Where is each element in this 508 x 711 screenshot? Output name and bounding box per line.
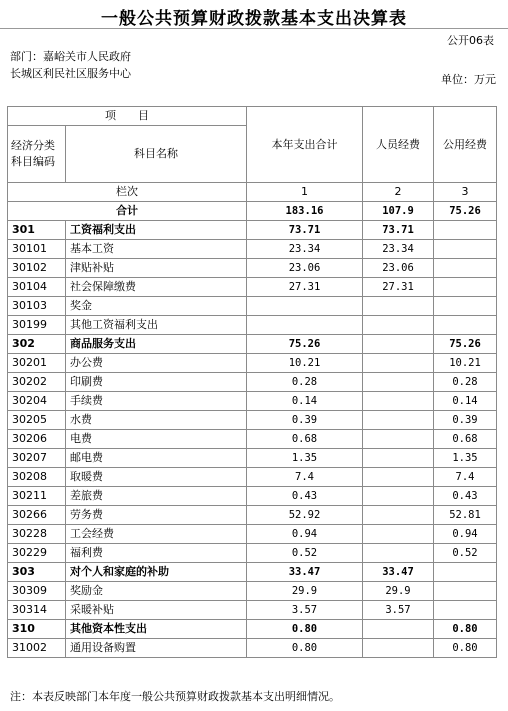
personnel-cell: 27.31 — [363, 278, 434, 297]
total-cell: 73.71 — [247, 221, 363, 240]
public-cell: 0.52 — [434, 544, 497, 563]
total-cell — [247, 316, 363, 335]
table-row — [8, 278, 497, 297]
public-cell: 0.94 — [434, 525, 497, 544]
personnel-cell — [363, 506, 434, 525]
econ-code-cell: 310 — [8, 620, 66, 639]
econ-code-cell: 30211 — [8, 487, 66, 506]
subject-name-cell: 奖金 — [66, 297, 247, 316]
personnel-cell — [363, 354, 434, 373]
subject-name-cell: 奖励金 — [66, 582, 247, 601]
subject-name-cell: 通用设备购置 — [66, 639, 247, 658]
subject-name-cell: 其他资本性支出 — [66, 620, 247, 639]
total-cell: 52.92 — [247, 506, 363, 525]
table-row — [8, 316, 497, 335]
table-row — [8, 297, 497, 316]
subject-name-cell: 手续费 — [66, 392, 247, 411]
public-cell — [434, 582, 497, 601]
index-label: 栏次 — [8, 183, 247, 202]
subject-name-cell: 取暖费 — [66, 468, 247, 487]
index-col3: 3 — [434, 183, 497, 202]
econ-code-cell: 30229 — [8, 544, 66, 563]
total-row — [8, 202, 497, 221]
total-cell: 0.52 — [247, 544, 363, 563]
item-header: 项 目 — [8, 107, 247, 126]
public-cell — [434, 601, 497, 620]
total-cell: 0.94 — [247, 525, 363, 544]
public-cell: 75.26 — [434, 335, 497, 354]
unit-label: 单位：万元 — [441, 73, 496, 86]
econ-code-header: 经济分类科目编码 — [8, 126, 66, 183]
econ-code-cell: 30204 — [8, 392, 66, 411]
total-header: 本年支出合计 — [247, 107, 363, 183]
table-row — [8, 639, 497, 658]
total-cell: 27.31 — [247, 278, 363, 297]
total-cell: 0.68 — [247, 430, 363, 449]
econ-code-cell: 30101 — [8, 240, 66, 259]
personnel-cell: 23.06 — [363, 259, 434, 278]
public-cell — [434, 278, 497, 297]
total-cell: 75.26 — [247, 335, 363, 354]
table-row — [8, 221, 497, 240]
public-cell — [434, 221, 497, 240]
total-cell: 0.14 — [247, 392, 363, 411]
total-public: 75.26 — [434, 202, 497, 221]
header-row-1 — [8, 107, 497, 126]
page-title: 一般公共预算财政拨款基本支出决算表 — [101, 9, 407, 29]
total-cell: 1.35 — [247, 449, 363, 468]
public-cell — [434, 240, 497, 259]
econ-code-cell: 30314 — [8, 601, 66, 620]
table-row — [8, 506, 497, 525]
public-cell: 0.80 — [434, 639, 497, 658]
table-row — [8, 601, 497, 620]
public-cell — [434, 297, 497, 316]
total-cell: 10.21 — [247, 354, 363, 373]
expenditure-table — [7, 106, 497, 658]
econ-code-cell: 303 — [8, 563, 66, 582]
econ-code-cell: 30104 — [8, 278, 66, 297]
econ-code-cell: 30266 — [8, 506, 66, 525]
subject-name-cell: 其他工资福利支出 — [66, 316, 247, 335]
econ-code-cell: 30208 — [8, 468, 66, 487]
subject-name-header: 科目名称 — [66, 126, 247, 183]
econ-code-cell: 30206 — [8, 430, 66, 449]
total-cell: 7.4 — [247, 468, 363, 487]
econ-code-cell: 30205 — [8, 411, 66, 430]
personnel-cell: 23.34 — [363, 240, 434, 259]
table-row — [8, 525, 497, 544]
subject-name-cell: 福利费 — [66, 544, 247, 563]
personnel-cell — [363, 639, 434, 658]
personnel-cell — [363, 620, 434, 639]
total-cell: 33.47 — [247, 563, 363, 582]
total-cell: 23.06 — [247, 259, 363, 278]
index-row — [8, 183, 497, 202]
personnel-cell — [363, 297, 434, 316]
total-cell: 0.43 — [247, 487, 363, 506]
personnel-cell — [363, 411, 434, 430]
total-amount: 183.16 — [247, 202, 363, 221]
public-cell: 1.35 — [434, 449, 497, 468]
table-row — [8, 335, 497, 354]
title-divider — [0, 28, 508, 29]
total-cell — [247, 297, 363, 316]
personnel-cell — [363, 544, 434, 563]
subject-name-cell: 邮电费 — [66, 449, 247, 468]
econ-code-cell: 30102 — [8, 259, 66, 278]
subject-name-cell: 对个人和家庭的补助 — [66, 563, 247, 582]
public-cell: 52.81 — [434, 506, 497, 525]
table-row — [8, 582, 497, 601]
table-row — [8, 563, 497, 582]
public-cell — [434, 316, 497, 335]
personnel-cell: 73.71 — [363, 221, 434, 240]
personnel-cell: 29.9 — [363, 582, 434, 601]
subject-name-cell: 基本工资 — [66, 240, 247, 259]
subject-name-cell: 差旅费 — [66, 487, 247, 506]
personnel-cell: 33.47 — [363, 563, 434, 582]
personnel-cell — [363, 525, 434, 544]
econ-code-cell: 31002 — [8, 639, 66, 658]
total-cell: 0.80 — [247, 620, 363, 639]
public-cell: 10.21 — [434, 354, 497, 373]
department-label: 部门：嘉峪关市人民政府长城区利民社区服务中心 — [10, 50, 131, 80]
subject-name-cell: 办公费 — [66, 354, 247, 373]
index-col2: 2 — [363, 183, 434, 202]
personnel-cell — [363, 392, 434, 411]
form-number: 公开06表 — [447, 34, 494, 47]
table-row — [8, 373, 497, 392]
personnel-cell — [363, 449, 434, 468]
table-row — [8, 411, 497, 430]
public-cell: 0.68 — [434, 430, 497, 449]
total-cell: 0.28 — [247, 373, 363, 392]
public-header: 公用经费 — [434, 107, 497, 183]
econ-code-cell: 30228 — [8, 525, 66, 544]
subject-name-cell: 工资福利支出 — [66, 221, 247, 240]
table-row — [8, 240, 497, 259]
econ-code-cell: 30202 — [8, 373, 66, 392]
personnel-cell — [363, 487, 434, 506]
subject-name-cell: 商品服务支出 — [66, 335, 247, 354]
total-cell: 23.34 — [247, 240, 363, 259]
personnel-header: 人员经费 — [363, 107, 434, 183]
total-cell: 29.9 — [247, 582, 363, 601]
econ-code-cell: 301 — [8, 221, 66, 240]
personnel-cell — [363, 373, 434, 392]
total-label: 合计 — [8, 202, 247, 221]
econ-code-cell: 30103 — [8, 297, 66, 316]
table-row — [8, 544, 497, 563]
total-personnel: 107.9 — [363, 202, 434, 221]
total-cell: 0.80 — [247, 639, 363, 658]
personnel-cell — [363, 468, 434, 487]
econ-code-cell: 30309 — [8, 582, 66, 601]
subject-name-cell: 水费 — [66, 411, 247, 430]
personnel-cell — [363, 316, 434, 335]
econ-code-cell: 302 — [8, 335, 66, 354]
subject-name-cell: 工会经费 — [66, 525, 247, 544]
subject-name-cell: 印刷费 — [66, 373, 247, 392]
personnel-cell — [363, 335, 434, 354]
table-row — [8, 468, 497, 487]
econ-code-cell: 30201 — [8, 354, 66, 373]
public-cell: 0.39 — [434, 411, 497, 430]
table-row — [8, 392, 497, 411]
econ-code-cell: 30207 — [8, 449, 66, 468]
subject-name-cell: 津贴补贴 — [66, 259, 247, 278]
index-col1: 1 — [247, 183, 363, 202]
public-cell: 0.43 — [434, 487, 497, 506]
personnel-cell — [363, 430, 434, 449]
public-cell: 0.14 — [434, 392, 497, 411]
footnote: 注：本表反映部门本年度一般公共预算财政拨款基本支出明细情况。 — [10, 690, 340, 703]
personnel-cell: 3.57 — [363, 601, 434, 620]
public-cell — [434, 563, 497, 582]
subject-name-cell: 采暖补贴 — [66, 601, 247, 620]
public-cell: 7.4 — [434, 468, 497, 487]
table-row — [8, 430, 497, 449]
table-row — [8, 259, 497, 278]
table-row — [8, 354, 497, 373]
table-row — [8, 620, 497, 639]
table-row — [8, 449, 497, 468]
public-cell: 0.28 — [434, 373, 497, 392]
econ-code-cell: 30199 — [8, 316, 66, 335]
public-cell — [434, 259, 497, 278]
total-cell: 0.39 — [247, 411, 363, 430]
subject-name-cell: 电费 — [66, 430, 247, 449]
subject-name-cell: 劳务费 — [66, 506, 247, 525]
table-row — [8, 487, 497, 506]
public-cell: 0.80 — [434, 620, 497, 639]
subject-name-cell: 社会保障缴费 — [66, 278, 247, 297]
total-cell: 3.57 — [247, 601, 363, 620]
